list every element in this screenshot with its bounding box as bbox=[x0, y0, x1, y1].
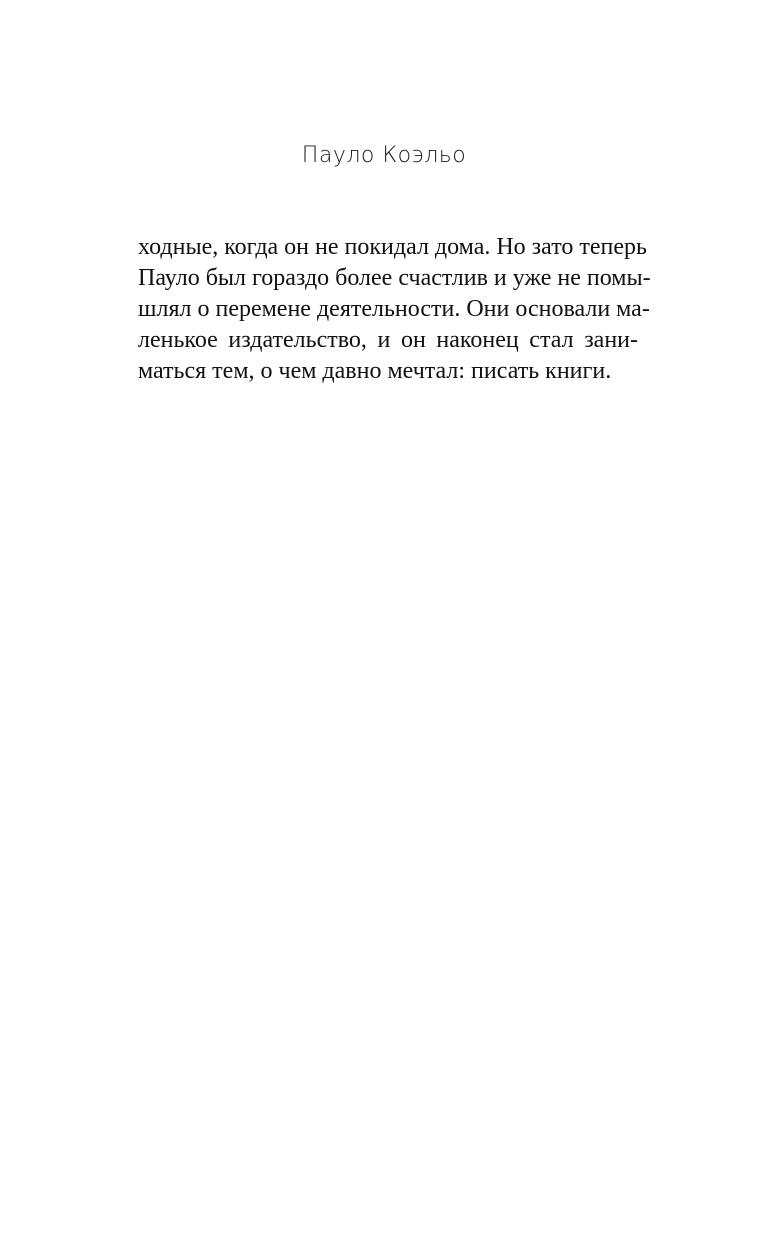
text-line: ленькое издательство, и он наконец стал зани- bbox=[138, 327, 638, 353]
text-line: ходные, когда он не покидал дома. Но зато теперь bbox=[138, 234, 647, 260]
body-paragraph bbox=[138, 232, 651, 387]
text-line: Пауло был гораздо более счастлив и уже не помы- bbox=[138, 265, 651, 291]
running-header-author: Пауло Коэльо bbox=[301, 143, 467, 168]
text-line: шлял о перемене деятельности. Они основали ма- bbox=[138, 296, 650, 322]
text-line: маться тем, о чем давно мечтал: писать книги. bbox=[138, 358, 612, 384]
